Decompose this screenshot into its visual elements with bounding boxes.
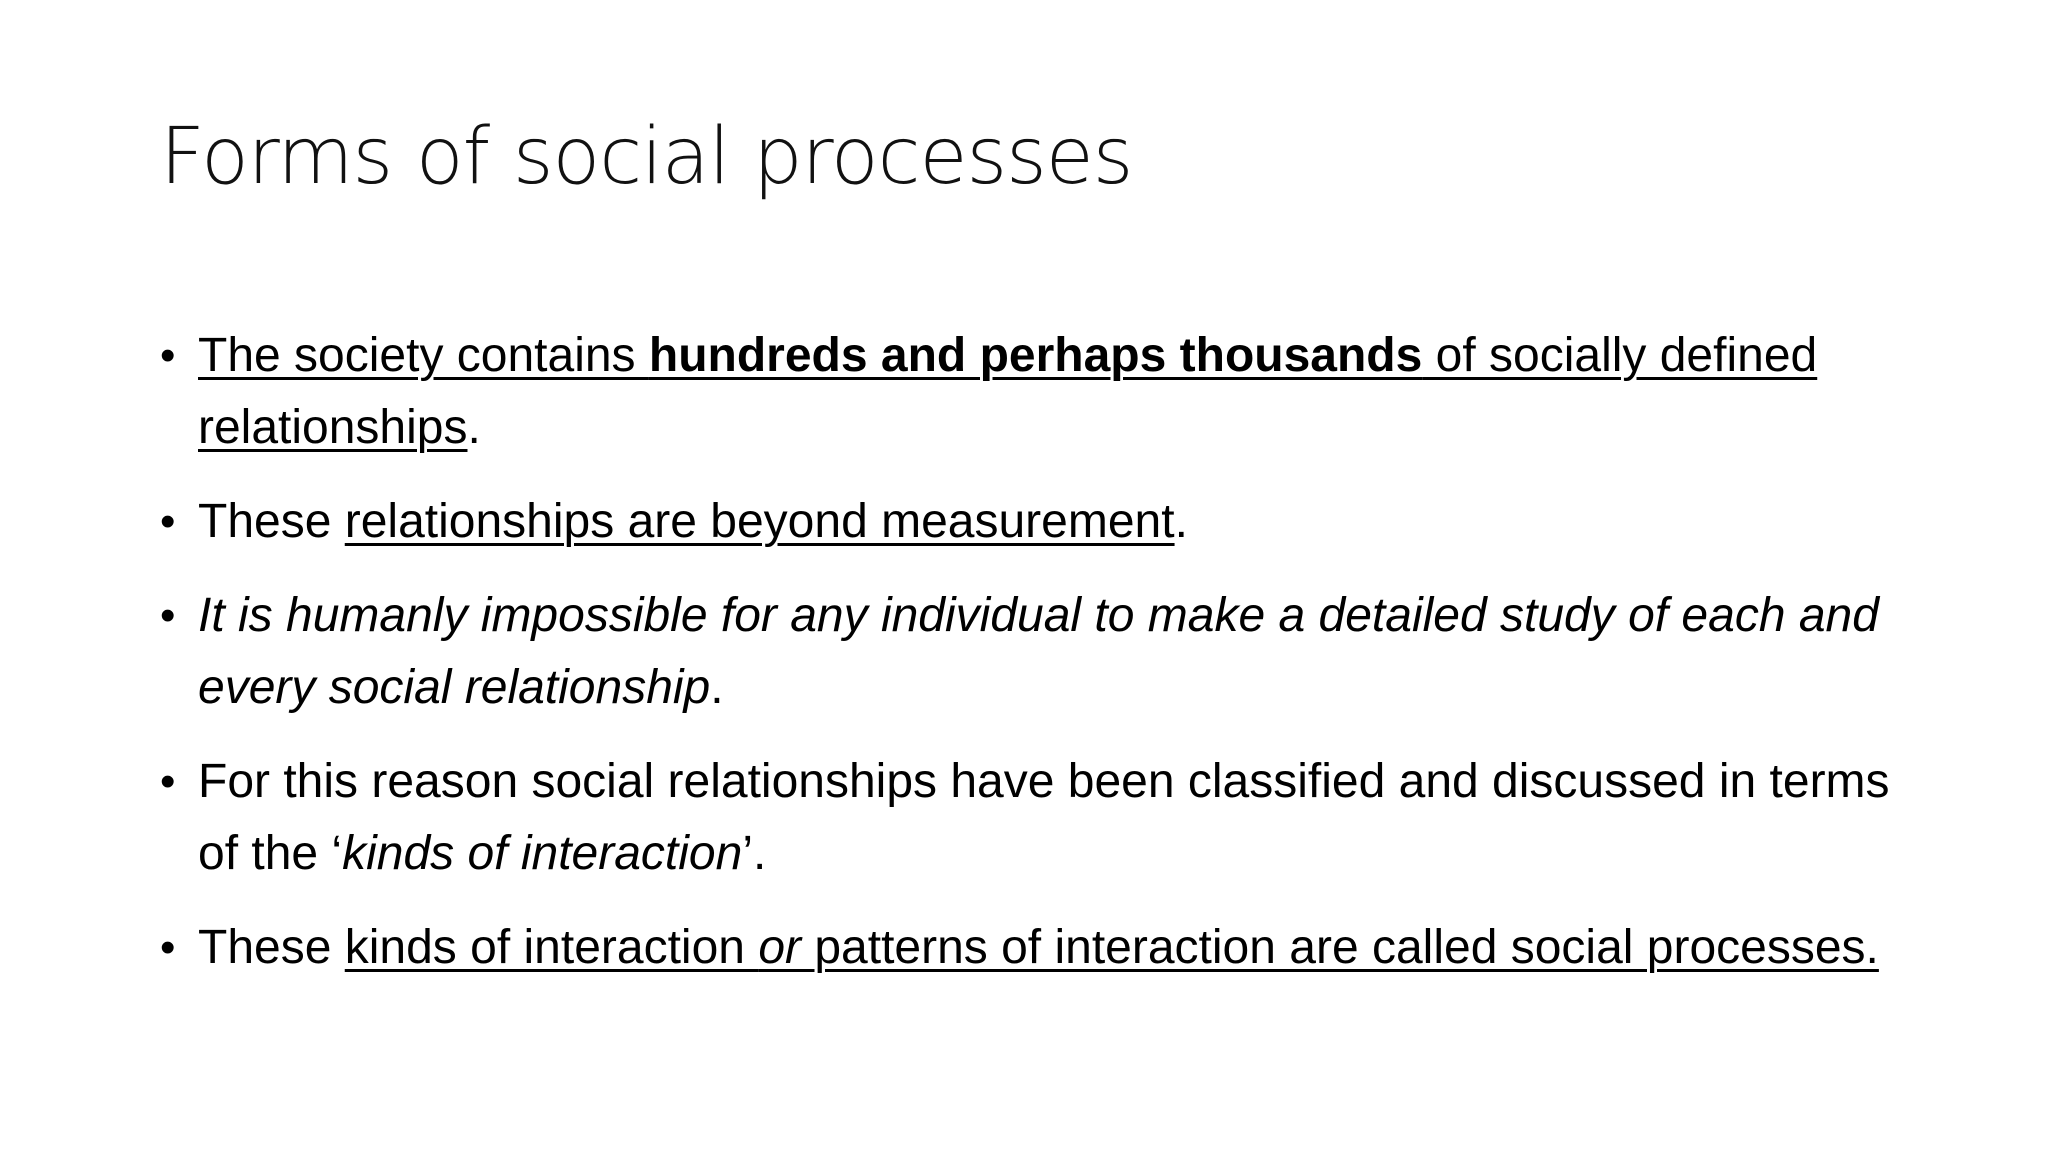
bullet-text: .	[1174, 495, 1188, 548]
bullet-text: .	[467, 401, 481, 454]
bullet-text-underlined: of socially defined relationships	[198, 329, 1818, 454]
bullet-item	[160, 580, 1920, 724]
bullet-text-underlined: relationships are beyond measurement	[344, 495, 1175, 548]
bullet-item	[160, 746, 1920, 890]
bullet-icon: •	[160, 923, 176, 972]
bullet-item	[160, 912, 1920, 984]
bullet-item	[160, 320, 1920, 464]
bullet-text-bold: hundreds and perhaps thousands	[648, 329, 1423, 382]
bullet-list	[160, 320, 1920, 1006]
slide-title: Forms of social processes	[160, 112, 1133, 202]
bullet-text-underlined: kinds of interaction	[344, 921, 759, 974]
bullet-icon: •	[160, 497, 176, 546]
bullet-icon: •	[160, 757, 176, 806]
bullet-text-italic-underlined: or	[758, 921, 801, 974]
bullet-item	[160, 486, 1920, 558]
bullet-text-underlined: The society contains	[198, 329, 649, 382]
bullet-text: For this reason social relationships have been classified and discussed in terms of the ‘	[198, 755, 1890, 880]
bullet-text-italic: kinds of interaction	[342, 827, 743, 880]
bullet-text: These	[198, 495, 345, 548]
bullet-text-underlined: patterns of interaction are called social processes.	[801, 921, 1879, 974]
bullet-icon: •	[160, 331, 176, 380]
bullet-text: .	[710, 661, 724, 714]
bullet-text: ’.	[742, 827, 767, 880]
bullet-text: These	[198, 921, 345, 974]
bullet-text-italic: It is humanly impossible for any individual to make a detailed study of each and every social relationship	[198, 589, 1879, 714]
bullet-icon: •	[160, 591, 176, 640]
